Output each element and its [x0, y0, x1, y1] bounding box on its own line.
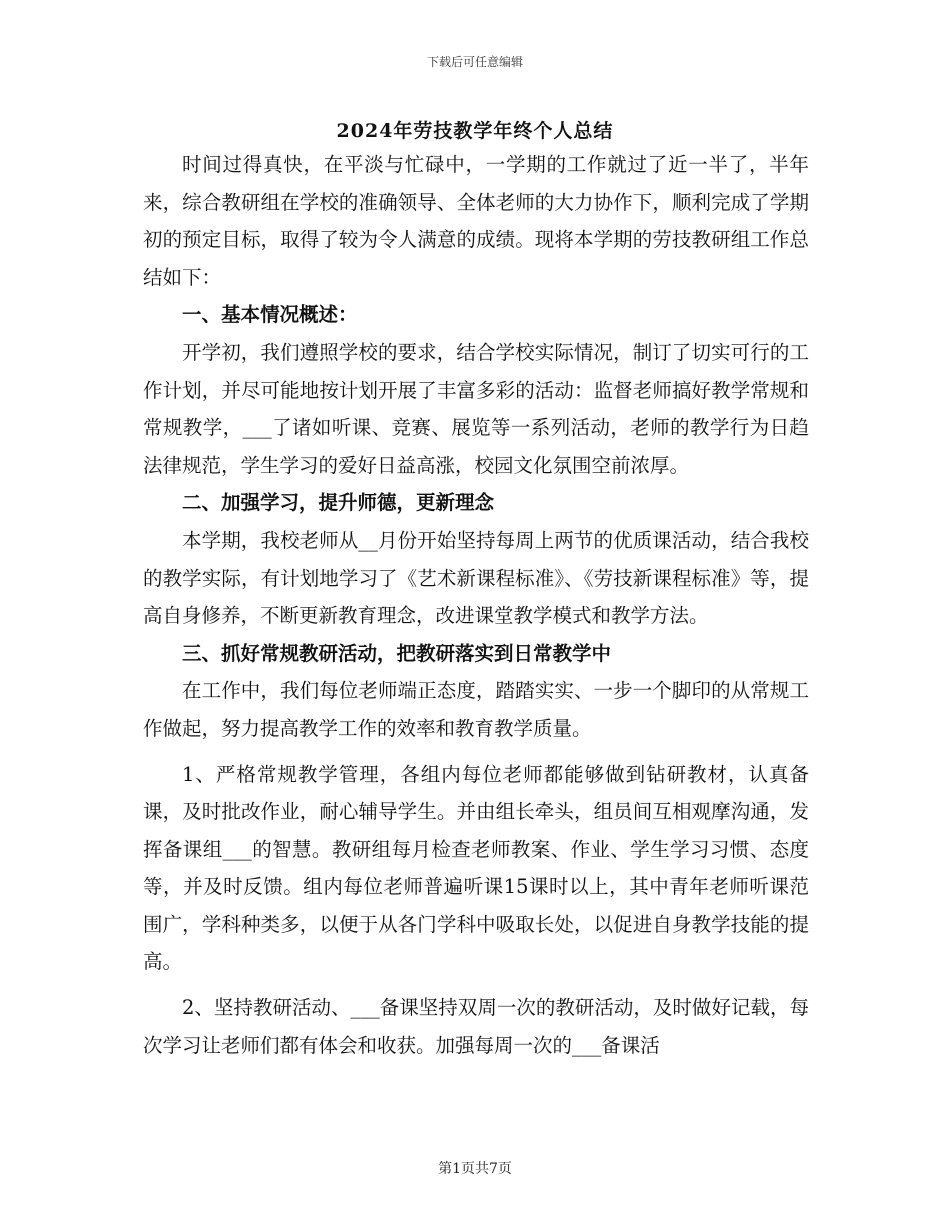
- document-body: [143, 146, 809, 1064]
- header-note: 下载后可任意编辑: [426, 55, 523, 69]
- page-number: 第1页共7页: [438, 1161, 512, 1177]
- section-paragraph: 开学初，我们遵照学校的要求，结合学校实际情况，制订了切实可行的工作计划，并尽可能地按计划开展了丰富多彩的活动：监督老师搞好教学常规和常规教学，___了诸如听课、竞赛、展览等一系列活动，老师的教学行为日趋法律规范，学生学习的爱好日益高涨，校园文化氛围空前浓厚。: [143, 340, 809, 477]
- paragraph-gap: [143, 981, 809, 989]
- intro-paragraph: 时间过得真快，在平淡与忙碌中，一学期的工作就过了近一半了，半年来，综合教研组在学校的准确领导、全体老师的大力协作下，顺利完成了学期初的预定目标，取得了较为令人满意的成绩。现将本学期的劳技教研组工作总结如下：: [143, 153, 809, 289]
- section-heading: 二、加强学习，提升师德，更新理念: [182, 491, 495, 515]
- section-paragraph: 2、坚持教研活动、___备课坚持双周一次的教研活动，及时做好记载，每次学习让老师们都有体会和收获。加强每周一次的___备课活: [143, 996, 809, 1057]
- section-heading: 三、抓好常规教研活动，把教研落实到日常教学中: [182, 641, 612, 665]
- section-paragraph: 1、严格常规教学管理，各组内每位老师都能够做到钻研教材，认真备课，及时批改作业，耐心辅导学生。并由组长牵头，组员间互相观摩沟通，发挥备课组___的智慧。教研组每月检查老师教案、作业、学生学习习惯、态度等，并及时反馈。组内每位老师普遍听课15课时以上，其中青年老师听课范围广，学科种类多，以便于从各门学科中吸取长处，以促进自身教学技能的提高。: [143, 762, 809, 974]
- paragraph-gap: [143, 748, 809, 756]
- section-heading: 一、基本情况概述：: [182, 303, 358, 327]
- section-paragraph: 本学期，我校老师从__月份开始坚持每周上两节的优质课活动，结合我校的教学实际，有计划地学习了《艺术新课程标准》、《劳技新课程标准》等，提高自身修养，不断更新教育理念，改进课堂教学模式和教学方法。: [143, 528, 809, 628]
- section-paragraph: 在工作中，我们每位老师端正态度，踏踏实实、一步一个脚印的从常规工作做起，努力提高教学工作的效率和教育教学质量。: [143, 679, 809, 740]
- document-title: 2024年劳技教学年终个人总结: [336, 120, 614, 142]
